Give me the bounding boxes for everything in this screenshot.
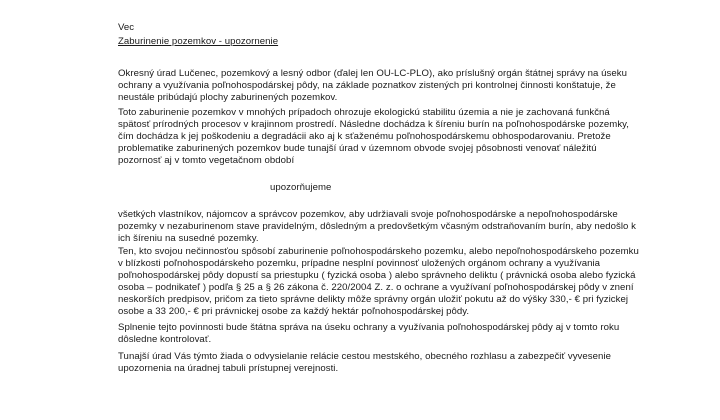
paragraph-4-line: osobe a 33 200,- € pri právnickej osobe za každý hektár poľnohospodárskej pôdy. bbox=[118, 306, 470, 317]
notice-heading: upozorňujeme bbox=[270, 182, 332, 193]
paragraph-4-line: neskorších predpisov, pričom za tieto správne delikty môže správny orgán uložiť pokutu až do výšky 330,- € pri fyzickej bbox=[118, 294, 629, 305]
paragraph-4-line: Ten, kto svojou nečinnosťou spôsobí zaburinenie poľnohospodárskeho pozemku, alebo nepoľnohospodárskeho pozemku bbox=[118, 246, 639, 257]
paragraph-2-line: problematike zaburinených pozemkov bude tunajší úrad v územnom obvode svojej pôsobnosti venovať náležitú bbox=[118, 143, 597, 154]
paragraph-5-line: dôsledne kontrolovať. bbox=[118, 334, 212, 345]
paragraph-4-line: v blízkosti poľnohospodárskeho pozemku, prípadne nesplní povinnosť uložených orgánom ochrany a využívania bbox=[118, 258, 601, 269]
paragraph-5-line: Splnenie tejto povinnosti bude štátna správa na úseku ochrany a využívania poľnohospodárskej pôdy aj v tomto roku bbox=[118, 322, 620, 333]
paragraph-6-line: Tunajší úrad Vás týmto žiada o odvysielanie relácie cestou mestského, obecného rozhlasu a zabezpečiť vyvesenie bbox=[118, 351, 611, 362]
paragraph-3-line: všetkých vlastníkov, nájomcov a správcov pozemkov, aby udržiavali svoje poľnohospodárske a nepoľnohospodárske bbox=[118, 209, 618, 220]
paragraph-4-line: osoba – podnikateľ ) podľa § 25 a § 26 zákona č. 220/2004 Z. z. o ochrane a využívaní poľnohospodárskej pôdy v znení bbox=[118, 282, 634, 293]
subject-title: Zaburinenie pozemkov - upozornenie bbox=[118, 36, 279, 47]
paragraph-2-line: spätosť prírodných procesov v krajinnom prostredí. Následne dochádza k šíreniu burín na poľnohospodárske pozemky, bbox=[118, 119, 630, 130]
paragraph-4-line: poľnohospodárskej pôdy dopustí sa priestupku ( fyzická osoba ) alebo správneho deliktu ( právnická osoba alebo fyzická bbox=[118, 270, 636, 281]
paragraph-2-line: pozornosť aj v tomto vegetačnom období bbox=[118, 155, 295, 166]
paragraph-1-line: ochrany a využívania poľnohospodárskej pôdy, na základe poznatkov zistených pri kontrolnej činnosti konštatuje, že bbox=[118, 80, 616, 91]
paragraph-6-line: upozornenia na úradnej tabuli prístupnej verejnosti. bbox=[118, 363, 339, 374]
paragraph-3-line: ich šíreniu na susedné pozemky. bbox=[118, 233, 259, 244]
paragraph-2-line: Toto zaburinenie pozemkov v mnohých prípadoch ohrozuje ekologickú stabilitu územia a nie je zachovaná funkčná bbox=[118, 107, 610, 118]
paragraph-1-line: neustále pribúdajú plochy zaburinených pozemkov. bbox=[118, 92, 338, 103]
paragraph-1-line: Okresný úrad Lučenec, pozemkový a lesný odbor (ďalej len OU-LC-PLO), ako príslušný orgán štátnej správy na úseku bbox=[118, 68, 628, 79]
paragraph-3-line: pozemky v nezaburinenom stave pravidelným, dôsledným a predovšetkým včasným odstraňovaním burín, aby nedošlo k bbox=[118, 221, 636, 232]
subject-label: Vec bbox=[118, 22, 135, 33]
paragraph-2-line: čím dochádza k jej poškodeniu a degradácii ako aj k sťaženému poľnohospodárskemu obhospodarovaniu. Pretože bbox=[118, 131, 611, 142]
